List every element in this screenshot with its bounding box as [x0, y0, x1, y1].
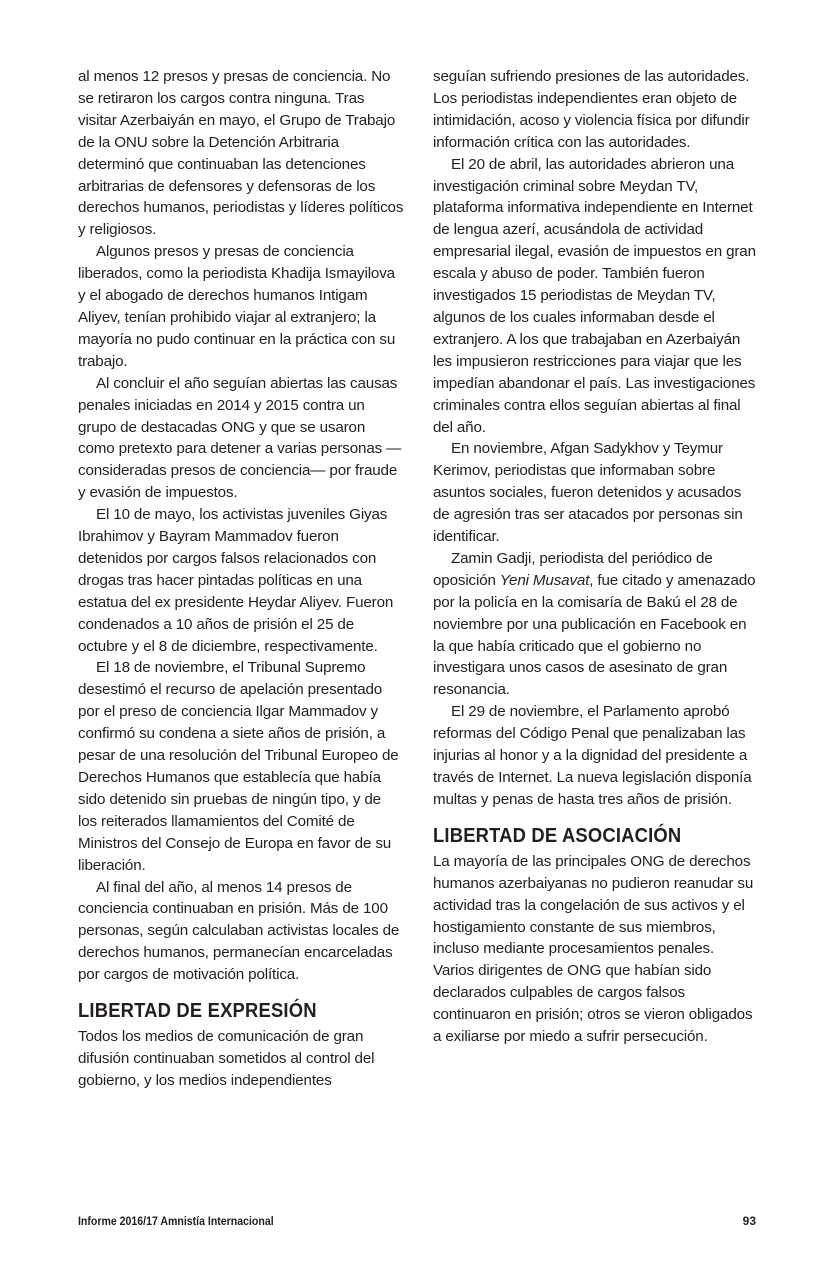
paragraph: Algunos presos y presas de conciencia liberados, como la periodista Khadija Ismayilova y el abogado de derechos humanos Intigam Aliyev, tenían prohibido viajar al extranjero; la mayoría no pudo continuar en la práctica con su trabajo.: [78, 243, 396, 370]
newspaper-title: Yeni Musavat: [499, 571, 590, 589]
paragraph: En noviembre, Afgan Sadykhov y Teymur Kerimov, periodistas que informaban sobre asuntos sociales, fueron detenidos y acusados de agresión tras ser atacados por personas sin identificar.: [433, 440, 743, 546]
page-footer: [78, 1212, 756, 1230]
paragraph: [433, 548, 759, 701]
page-number: 93: [742, 1214, 756, 1228]
paragraph: La mayoría de las principales ONG de derechos humanos azerbaiyanas no pudieron reanudar su actividad tras la congelación de sus activos y el hostigamiento constante de sus miembros, incluso mediante procesamientos penales. Varios dirigentes de ONG que habían sido declarados culpables de cargos falsos continuaron en prisión; otros se vieron obligados a exiliarse por miedo a sufrir persecución.: [433, 852, 754, 1046]
paragraph-text: Zamin Gadji, periodista del periódico de oposición: [433, 549, 713, 589]
paragraph: El 18 de noviembre, el Tribunal Supremo desestimó el recurso de apelación presentado por el preso de conciencia Ilgar Mammadov y confirmó su condena a siete años de prisión, a pesar de una resolución del Tribunal Europeo de Derechos Humanos que establecía que había sido detenido sin pruebas de ningún tipo, y de los reiterados llamamientos del Comité de Ministros del Consejo de Europa en favor de su liberación.: [78, 659, 399, 874]
paragraph: al menos 12 presos y presas de conciencia. No se retiraron los cargos contra ninguna. Tras visitar Azerbaiyán en mayo, el Grupo de Trabajo de la ONU sobre la Detención Arbitraria determinó que continuaban las detenciones arbitrarias de defensores y defensoras de los derechos humanos, periodistas y líderes políticos y religiosos.: [78, 68, 404, 239]
paragraph: Al final del año, al menos 14 presos de conciencia continuaban en prisión. Más de 100 personas, según calculaban activistas locales de derechos humanos, permanecían encarceladas por cargos de motivación política.: [78, 878, 400, 984]
footer-publication: Informe 2016/17 Amnistía Internacional: [78, 1214, 274, 1228]
right-column: [433, 66, 759, 1048]
paragraph: Todos los medios de comunicación de gran difusión continuaban sometidos al control del gobierno, y los medios independientes: [78, 1028, 375, 1089]
left-column: [78, 66, 404, 1092]
section-heading-asociacion: LIBERTAD DE ASOCIACIÓN: [433, 824, 682, 847]
section-heading-expresion: LIBERTAD DE EXPRESIÓN: [78, 1000, 317, 1023]
paragraph: El 20 de abril, las autoridades abrieron una investigación criminal sobre Meydan TV, plataforma informativa independiente en Internet de lengua azerí, acusándola de actividad empresarial ilegal, evasión de impuestos en gran escala y abuso de poder. También fueron investigados 15 periodistas de Meydan TV, algunos de los cuales informaban desde el extranjero. A los que trabajaban en Azerbaiyán les impusieron restricciones para viajar que les impedían abandonar el país. Las investigaciones criminales contra ellos seguían abiertas al final del año.: [433, 155, 756, 436]
paragraph: El 29 de noviembre, el Parlamento aprobó reformas del Código Penal que penalizaban las injurias al honor y a la dignidad del presidente a través de Internet. La nueva legislación disponía multas y penas de hasta tres años de prisión.: [433, 703, 752, 808]
paragraph: El 10 de mayo, los activistas juveniles Giyas Ibrahimov y Bayram Mammadov fueron detenidos por cargos falsos relacionados con drogas tras hacer pintadas políticas en una estatua del ex presidente Heydar Aliyev. Fueron condenados a 10 años de prisión el 25 de octubre y el 8 de diciembre, respectivamente.: [78, 506, 394, 655]
paragraph: Al concluir el año seguían abiertas las causas penales iniciadas en 2014 y 2015 contra un grupo de destacadas ONG y que se usaron como pretexto para detener a varias personas —consideradas presos de conciencia— por fraude y evasión de impuestos.: [78, 374, 402, 502]
paragraph-text: , fue citado y amenazado por la policía en la comisaría de Bakú el 28 de noviembre por una publicación en Facebook en la que había criticado que el gobierno no investigara unos casos de asesinato de gran resonancia.: [433, 571, 756, 699]
paragraph: seguían sufriendo presiones de las autoridades. Los periodistas independientes eran objeto de intimidación, acoso y violencia física por difundir información crítica con las autoridades.: [433, 68, 750, 151]
